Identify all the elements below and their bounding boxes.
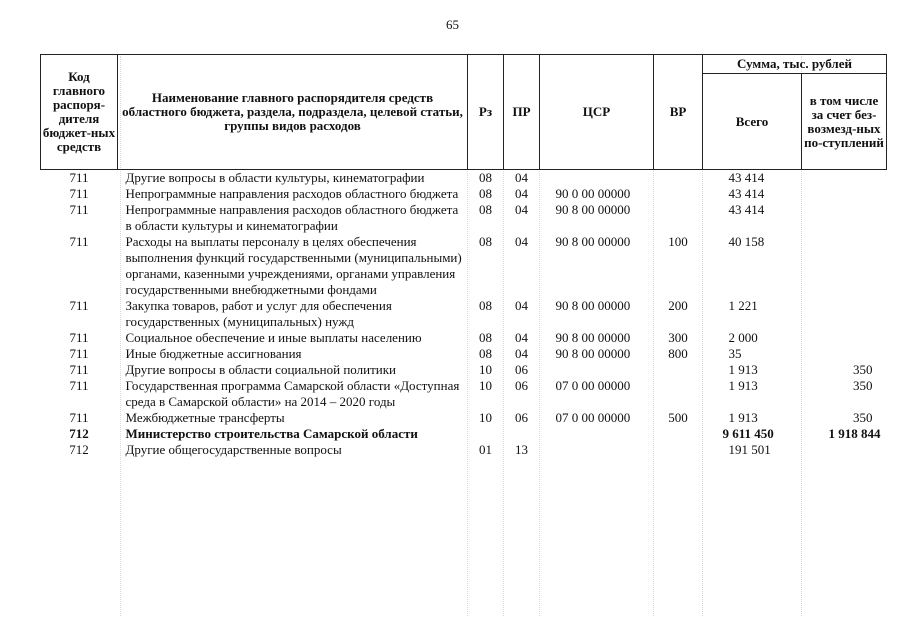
cell-total: 43 414 [728, 186, 765, 201]
cell-total: 1 221 [728, 298, 758, 313]
header-rz: Рз [468, 55, 504, 170]
cell-vr [654, 362, 703, 378]
cell-vr [654, 186, 703, 202]
cell-code: 711 [69, 298, 89, 313]
cell-rz: 10 [479, 410, 492, 425]
cell-name: Непрограммные направления расходов областного бюджета [125, 186, 459, 201]
cell-rz: 01 [479, 442, 492, 457]
cell-name: Министерство строительства Самарской области [125, 426, 418, 441]
page-number: 65 [446, 17, 459, 32]
cell-total: 35 [728, 346, 742, 361]
cell-total: 43 414 [728, 170, 765, 185]
cell-csr: 90 8 00 00000 [555, 298, 631, 313]
header-vr: ВР [654, 55, 703, 170]
header-code: Код главного распоря-дителя бюджет-ных средств [41, 55, 118, 170]
cell-vr: 300 [668, 330, 688, 345]
cell-pr: 13 [515, 442, 528, 457]
cell-incl-free [802, 346, 887, 362]
cell-pr: 04 [515, 298, 528, 313]
cell-name: Другие вопросы в области культуры, кинематографии [125, 170, 425, 185]
cell-name: Другие общегосударственные вопросы [125, 442, 342, 457]
cell-vr [654, 378, 703, 410]
cell-csr: 90 8 00 00000 [555, 346, 631, 361]
cell-csr [540, 442, 654, 458]
header-sum-group: Сумма, тыс. рублей [703, 55, 887, 74]
cell-code: 711 [69, 170, 89, 185]
cell-csr: 90 8 00 00000 [555, 330, 631, 345]
table-row [41, 442, 887, 458]
cell-total: 2 000 [728, 330, 758, 345]
cell-rz: 08 [479, 346, 492, 361]
cell-rz: 10 [479, 362, 492, 377]
cell-pr: 06 [515, 410, 528, 425]
cell-vr: 100 [668, 234, 688, 249]
cell-name: Расходы на выплаты персоналу в целях обеспечения выполнения функций государственными (муниципальными) органами, казенными учреждениями, органами управления государственными внебюджетными фондами [125, 234, 462, 297]
cell-csr [540, 170, 654, 187]
cell-incl-free [802, 298, 887, 330]
cell-code: 711 [69, 362, 89, 377]
table-row [41, 346, 887, 362]
table-body [41, 170, 887, 459]
table-row [41, 410, 887, 426]
cell-csr: 90 8 00 00000 [555, 234, 631, 249]
cell-code: 711 [69, 330, 89, 345]
cell-name: Социальное обеспечение и иные выплаты населению [125, 330, 422, 345]
table-row [41, 426, 887, 442]
cell-incl-free: 350 [853, 362, 873, 377]
cell-name: Государственная программа Самарской области «Доступная среда в Самарской области» на 2014 – 2020 годы [125, 378, 460, 409]
cell-code: 712 [69, 426, 89, 441]
cell-name: Закупка товаров, работ и услуг для обеспечения государственных (муниципальных) нужд [125, 298, 392, 329]
cell-incl-free [802, 186, 887, 202]
header-name: Наименование главного распорядителя средств областного бюджета, раздела, подраздела, целевой статьи, группы видов расходов [118, 55, 468, 170]
cell-pr: 04 [515, 186, 528, 201]
cell-rz: 08 [479, 234, 492, 249]
cell-rz: 08 [479, 202, 492, 217]
budget-table [40, 54, 887, 458]
header-incl-free: в том числе за счет без-возмезд-ных по-ступлений [802, 74, 887, 170]
cell-pr: 04 [515, 346, 528, 361]
cell-rz [468, 426, 504, 442]
cell-vr [654, 170, 703, 187]
cell-pr: 04 [515, 170, 528, 185]
cell-code: 711 [69, 234, 89, 249]
cell-total: 191 501 [728, 442, 771, 457]
cell-total: 1 913 [728, 410, 758, 425]
cell-vr: 800 [668, 346, 688, 361]
cell-total: 1 913 [728, 378, 758, 393]
table-row [41, 298, 887, 330]
cell-csr: 07 0 00 00000 [555, 410, 631, 425]
cell-rz: 08 [479, 330, 492, 345]
cell-name: Иные бюджетные ассигнования [125, 346, 302, 361]
table-row [41, 186, 887, 202]
cell-csr: 90 0 00 00000 [555, 186, 631, 201]
cell-code: 712 [69, 442, 89, 457]
cell-total: 9 611 450 [722, 426, 774, 441]
cell-total: 43 414 [728, 202, 765, 217]
cell-csr: 90 8 00 00000 [555, 202, 631, 217]
table-row [41, 362, 887, 378]
cell-total: 40 158 [728, 234, 765, 249]
cell-code: 711 [69, 346, 89, 361]
cell-pr: 04 [515, 202, 528, 217]
cell-incl-free: 350 [853, 410, 873, 425]
table-row [41, 202, 887, 234]
cell-incl-free [802, 234, 887, 298]
cell-rz: 08 [479, 170, 492, 185]
cell-total: 1 913 [728, 362, 758, 377]
cell-csr [540, 362, 654, 378]
cell-incl-free: 350 [853, 378, 873, 393]
cell-csr [540, 426, 654, 442]
cell-incl-free: 1 918 844 [828, 426, 881, 441]
cell-name: Межбюджетные трансферты [125, 410, 285, 425]
cell-name: Непрограммные направления расходов областного бюджета в области культуры и кинематографии [125, 202, 459, 233]
cell-code: 711 [69, 202, 89, 217]
cell-incl-free [802, 330, 887, 346]
cell-vr [654, 202, 703, 234]
cell-code: 711 [69, 378, 89, 393]
cell-incl-free [802, 202, 887, 234]
cell-pr: 06 [515, 362, 528, 377]
cell-vr: 500 [668, 410, 688, 425]
cell-incl-free [802, 170, 887, 187]
cell-vr: 200 [668, 298, 688, 313]
header-pr: ПР [504, 55, 540, 170]
cell-pr: 06 [515, 378, 528, 393]
cell-rz: 08 [479, 298, 492, 313]
cell-code: 711 [69, 410, 89, 425]
cell-code: 711 [69, 186, 89, 201]
cell-pr: 04 [515, 234, 528, 249]
cell-pr [504, 426, 540, 442]
cell-rz: 10 [479, 378, 492, 393]
cell-name: Другие вопросы в области социальной политики [125, 362, 396, 377]
cell-pr: 04 [515, 330, 528, 345]
header-csr: ЦСР [540, 55, 654, 170]
cell-rz: 08 [479, 186, 492, 201]
table-row [41, 170, 887, 187]
table-row [41, 378, 887, 410]
cell-incl-free [802, 442, 887, 458]
cell-vr [654, 426, 703, 442]
table-row [41, 330, 887, 346]
cell-vr [654, 442, 703, 458]
table-row [41, 234, 887, 298]
header-total: Всего [703, 74, 802, 170]
cell-csr: 07 0 00 00000 [555, 378, 631, 393]
